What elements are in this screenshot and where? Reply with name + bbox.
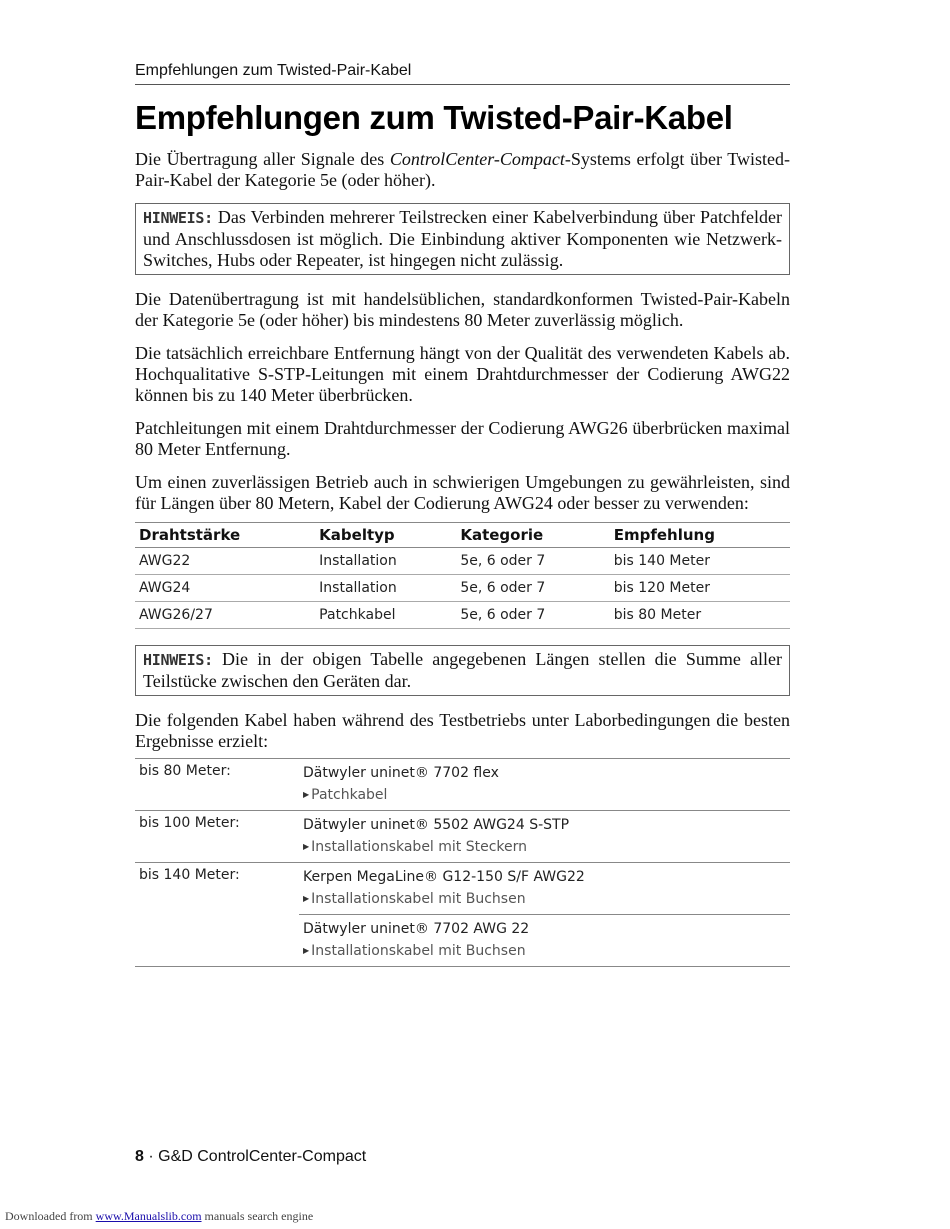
product-cell <box>299 915 790 967</box>
cable-type-label: Installationskabel mit Buchsen <box>311 891 526 907</box>
cable-table <box>135 758 790 967</box>
range-cell: bis 140 Meter: <box>135 863 299 967</box>
cable-row <box>135 863 790 915</box>
note-label: HINWEIS: <box>143 651 213 669</box>
cable-row <box>135 811 790 863</box>
table-row <box>135 602 790 629</box>
cable-type-label: Installationskabel mit Buchsen <box>311 943 526 959</box>
table-cell: bis 80 Meter <box>610 602 790 629</box>
cable-type-label: Installationskabel mit Steckern <box>311 839 528 855</box>
intro-paragraph <box>135 149 790 191</box>
cable-row <box>135 759 790 811</box>
cable-name: Dätwyler uninet® 7702 flex <box>303 765 499 781</box>
table-cell: Installation <box>315 575 456 602</box>
cable-name: Dätwyler uninet® 7702 AWG 22 <box>303 921 530 937</box>
product-cell <box>299 811 790 863</box>
table-cell: 5e, 6 oder 7 <box>456 602 609 629</box>
spec-header-row <box>135 523 790 548</box>
bullet-arrow-icon: ▶ <box>303 790 310 799</box>
table-cell: 5e, 6 oder 7 <box>456 548 609 575</box>
product-cell <box>299 759 790 811</box>
col-header: Kabeltyp <box>315 523 456 548</box>
table-cell: AWG26/27 <box>135 602 315 629</box>
cable-type <box>303 888 786 910</box>
table-cell: bis 120 Meter <box>610 575 790 602</box>
cable-name: Dätwyler uninet® 5502 AWG24 S-STP <box>303 817 570 833</box>
note-box <box>135 203 790 275</box>
table-row <box>135 548 790 575</box>
note-label: HINWEIS: <box>143 209 213 227</box>
col-header: Empfehlung <box>610 523 790 548</box>
note-text: Die in der obigen Tabelle angegebenen Längen stellen die Summe aller Teilstücke zwischen den Geräten dar. <box>143 649 782 691</box>
spec-table <box>135 522 790 629</box>
intro-after: -Systems erfolgt über Twisted-Pair-Kabel der Kategorie 5e (oder höher). <box>135 149 790 190</box>
range-cell: bis 100 Meter: <box>135 811 299 863</box>
cable-type <box>303 784 786 806</box>
note-box <box>135 645 790 696</box>
manualslib-link[interactable]: www.Manualslib.com <box>95 1209 202 1223</box>
intro-product: ControlCenter-Compact <box>389 149 565 169</box>
table-cell: 5e, 6 oder 7 <box>456 575 609 602</box>
table-cell: Patchkabel <box>315 602 456 629</box>
intro-before: Die Übertragung aller Signale des <box>135 149 390 169</box>
cable-type <box>303 836 786 858</box>
bullet-arrow-icon: ▶ <box>303 842 310 851</box>
bullet-arrow-icon: ▶ <box>303 946 310 955</box>
page-title: Empfehlungen zum Twisted-Pair-Kabel <box>135 99 733 136</box>
page-number: 8 <box>135 1148 144 1165</box>
page-footer <box>135 1148 366 1166</box>
bullet-arrow-icon: ▶ <box>303 894 310 903</box>
download-notice <box>5 1209 313 1224</box>
product-cell <box>299 863 790 915</box>
download-suffix: manuals search engine <box>201 1209 314 1223</box>
table-cell: bis 140 Meter <box>610 548 790 575</box>
note-text: Das Verbinden mehrerer Teilstrecken einer Kabelverbindung über Patchfelder und Anschlussdosen ist möglich. Die Einbindung aktiver Komponenten wie Netzwerk-Switches, Hubs oder Repeater, ist hingegen nicht zulässig. <box>143 207 782 270</box>
table-cell: AWG24 <box>135 575 315 602</box>
table-cell: Installation <box>315 548 456 575</box>
page-content <box>135 62 790 967</box>
download-prefix: Downloaded from <box>5 1209 96 1223</box>
range-cell: bis 80 Meter: <box>135 759 299 811</box>
footer-separator: · <box>143 1148 159 1165</box>
lab-intro-paragraph: Die folgenden Kabel haben während des Testbetriebs unter Laborbedingungen die besten Ergebnisse erzielt: <box>135 710 790 751</box>
table-cell: AWG22 <box>135 548 315 575</box>
cable-name: Kerpen MegaLine® G12-150 S/F AWG22 <box>303 869 585 885</box>
footer-product: G&D ControlCenter-Compact <box>158 1148 367 1165</box>
col-header: Drahtstärke <box>135 523 315 548</box>
cable-type-label: Patchkabel <box>311 787 388 803</box>
paragraph: Patchleitungen mit einem Drahtdurchmesser der Codierung AWG26 überbrücken maximal 80 Meter Entfernung. <box>135 418 790 459</box>
paragraph: Die Datenübertragung ist mit handelsüblichen, standardkonformen Twisted-Pair-Kabeln der Kategorie 5e (oder höher) bis mindestens 80 Meter zuverlässig möglich. <box>135 289 790 330</box>
paragraph: Um einen zuverlässigen Betrieb auch in schwierigen Umgebungen zu gewährleisten, sind für Längen über 80 Metern, Kabel der Codierung AWG24 oder besser zu verwenden: <box>135 472 790 513</box>
cable-type <box>303 940 786 962</box>
table-row <box>135 575 790 602</box>
paragraph: Die tatsächlich erreichbare Entfernung hängt von der Qualität des verwendeten Kabels ab. Hochqualitative S-STP-Leitungen mit einem Drahtdurchmesser der Codierung AWG22 können bis zu 140 Meter überbrücken. <box>135 343 790 405</box>
running-header: Empfehlungen zum Twisted-Pair-Kabel <box>135 62 790 85</box>
col-header: Kategorie <box>456 523 609 548</box>
